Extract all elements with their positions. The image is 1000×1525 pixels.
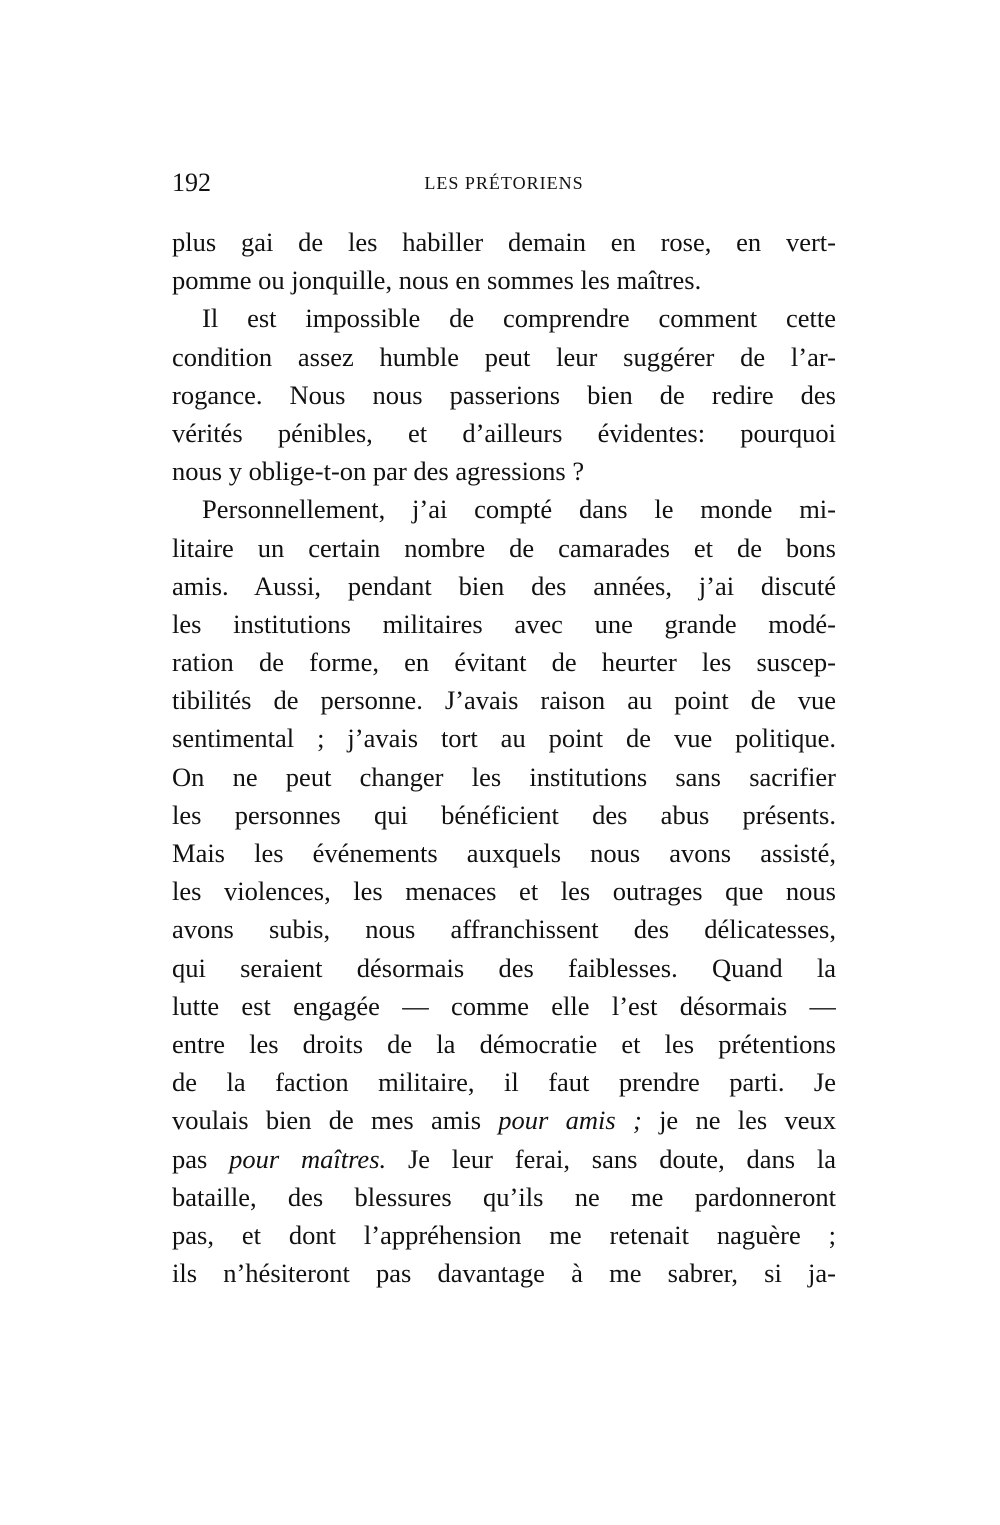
italic-phrase: pour amis ; — [498, 1105, 642, 1136]
running-head — [172, 168, 836, 198]
text-line: de la faction militaire, il faut prendre parti. Je — [172, 1067, 836, 1098]
text-line: ration de forme, en évitant de heurter les suscep- — [172, 647, 836, 678]
text-line: les personnes qui bénéficient des abus présents. — [172, 799, 836, 830]
text-line: pas, et dont l’appréhension me retenait naguère ; — [172, 1219, 836, 1250]
text-line: condition assez humble peut leur suggérer de l’ar- — [172, 341, 836, 372]
text-line-with-italics — [172, 1140, 836, 1178]
text-segment: Je leur ferai, sans doute, dans la — [386, 1143, 836, 1174]
text-line: avons subis, nous affranchissent des délicatesses, — [172, 914, 836, 945]
text-segment: voulais bien de mes amis — [172, 1105, 499, 1136]
body-text — [172, 223, 836, 1292]
text-line-with-italics — [172, 1101, 836, 1139]
text-line: bataille, des blessures qu’ils ne me pardonneront — [172, 1181, 836, 1212]
text-line: les institutions militaires avec une grande modé- — [172, 608, 836, 639]
text-line: qui seraient désormais des faiblesses. Quand la — [172, 952, 836, 983]
text-line: rogance. Nous nous passerions bien de redire des — [172, 379, 836, 410]
text-line: entre les droits de la démocratie et les prétentions — [172, 1028, 836, 1059]
text-segment: je ne les veux — [641, 1105, 836, 1136]
text-line: plus gai de les habiller demain en rose, en vert- — [172, 227, 836, 257]
text-segment: pas — [172, 1143, 230, 1174]
text-line: tibilités de personne. J’avais raison au point de vue — [172, 685, 836, 716]
text-line: litaire un certain nombre de camarades et de bons — [172, 532, 836, 563]
text-line: les violences, les menaces et les outrages que nous — [172, 876, 836, 907]
text-line: lutte est engagée — comme elle l’est désormais — — [172, 990, 836, 1021]
italic-phrase: pour maîtres. — [229, 1143, 387, 1174]
page-number: 192 — [172, 168, 211, 197]
text-line: ils n’hésiteront pas davantage à me sabrer, si ja- — [172, 1258, 836, 1289]
text-line: pomme ou jonquille, nous en sommes les maîtres. — [172, 265, 702, 296]
text-line: Mais les événements auxquels nous avons assisté, — [172, 838, 836, 868]
text-line: Il est impossible de comprendre comment cette — [202, 303, 836, 334]
text-line: vérités pénibles, et d’ailleurs évidentes: pourquoi — [172, 417, 836, 448]
text-line: sentimental ; j’avais tort au point de vue politique. — [172, 723, 836, 754]
text-line: On ne peut changer les institutions sans sacrifier — [172, 761, 836, 792]
text-line: Personnellement, j’ai compté dans le monde mi- — [202, 494, 836, 525]
running-title: LES PRÉTORIENS — [424, 173, 584, 193]
text-line: amis. Aussi, pendant bien des années, j’ai discuté — [172, 570, 836, 601]
text-line: nous y oblige-t-on par des agressions ? — [172, 456, 585, 487]
